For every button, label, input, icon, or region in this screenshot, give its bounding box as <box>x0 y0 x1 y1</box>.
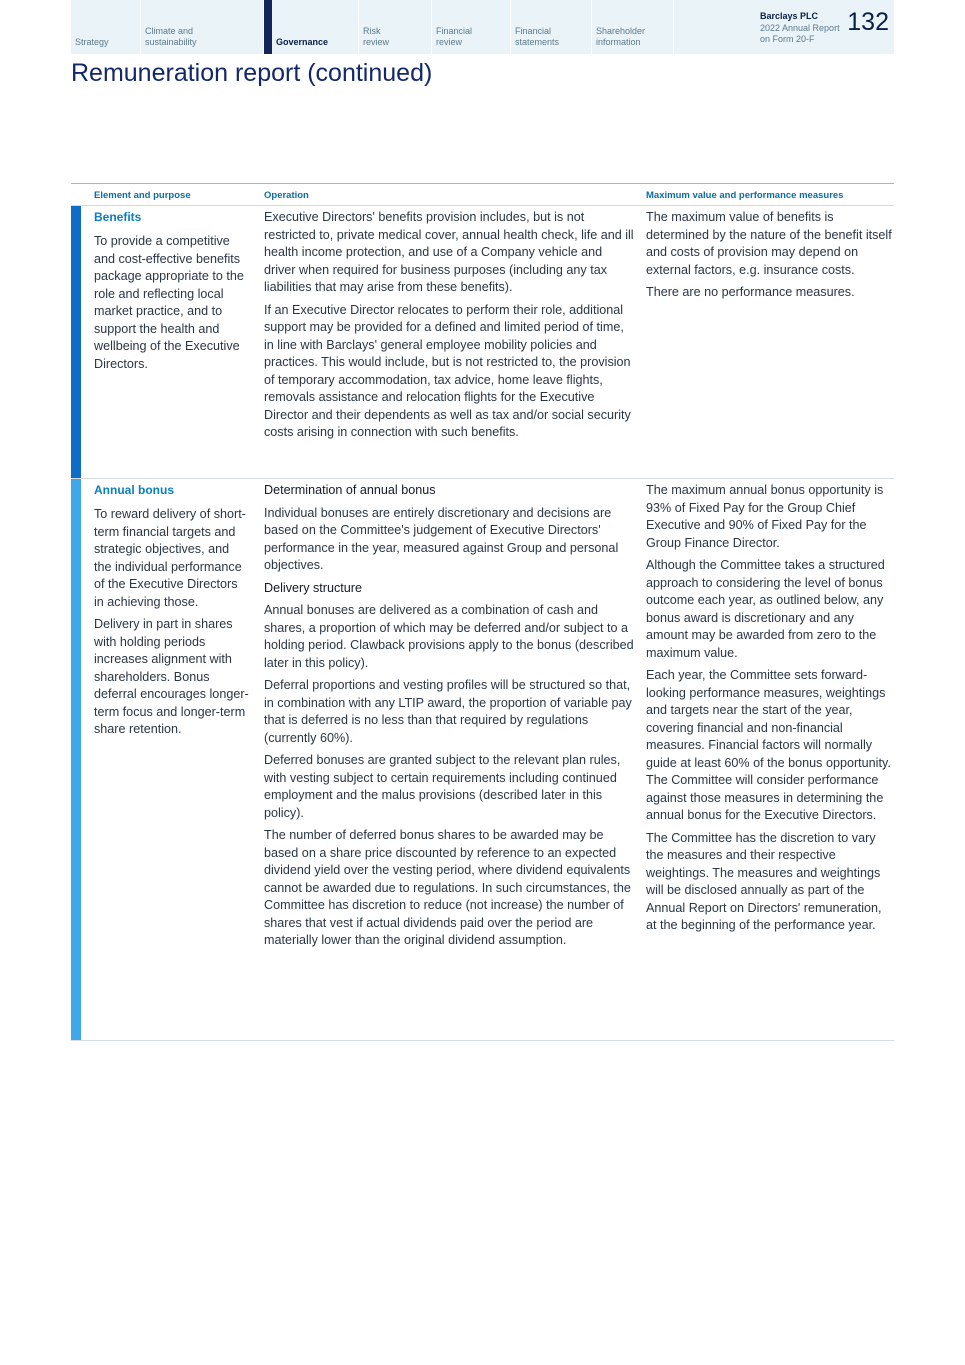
row-accent-bar <box>71 206 81 478</box>
tab-label: Climate and sustainability <box>145 26 197 47</box>
tab-shareholder-information[interactable] <box>592 0 674 54</box>
table-header <box>71 183 894 206</box>
operation-text: The number of deferred bonus shares to be awarded may be based on a share price discounted by reference to an expected dividend yield over the vesting period, where dividend equivalents cannot be awarded due to regulations. In such circumstances, the Committee has discretion to reduce (not increase) the number of shares that vest if actual dividends paid over the period are materially lower than the original dividend assumption. <box>264 828 631 947</box>
tab-governance[interactable] <box>272 0 359 54</box>
remuneration-policy-table <box>71 183 894 1041</box>
element-title: Benefits <box>94 210 142 224</box>
maximum-text: The Committee has the discretion to vary the measures and their respective weightings. The measures and weightings will be disclosed annually as part of the Annual Report on Directors' remuneration, at the beginning of the performance year. <box>646 830 882 932</box>
tab-label: Governance <box>276 37 329 47</box>
page-title: Remuneration report (continued) <box>71 59 433 87</box>
tab-financial-review[interactable] <box>432 0 511 54</box>
company-name: Barclays PLC <box>760 11 819 21</box>
purpose-text: Delivery in part in shares with holding periods increases alignment with shareholders. Bonus deferral encourages longer-term focus and longer-term share retention. <box>94 617 249 736</box>
maximum-text: The maximum annual bonus opportunity is 93% of Fixed Pay for the Group Chief Executive and 90% of Fixed Pay for the Group Finance Director. <box>646 483 884 550</box>
row-accent-bar <box>71 479 81 1040</box>
report-form: on Form 20-F <box>760 34 815 44</box>
header-element-and-purpose: Element and purpose <box>94 190 191 201</box>
tab-risk-review[interactable] <box>359 0 432 54</box>
operation-text: Executive Directors' benefits provision includes, but is not restricted to, private medical cover, annual health check, life and ill health income protection, and use of a Company vehicle and driver when required for business purposes (including any tax liabilities that may arise from these benefits). <box>264 210 634 294</box>
maximum-text: The maximum value of benefits is determined by the nature of the benefit itself and costs of provision may depend on external factors, e.g. insurance costs. <box>646 210 892 277</box>
element-and-purpose-cell <box>94 209 249 378</box>
operation-text: Annual bonuses are delivered as a combination of cash and shares, a proportion of which may be deferred and/or subject to a holding period. Clawback provisions apply to the bonus (described later in this policy). <box>264 603 634 670</box>
tab-label: Risk review <box>363 26 390 47</box>
header-maximum-value: Maximum value and performance measures <box>646 190 844 201</box>
header-operation: Operation <box>264 190 309 201</box>
operation-cell <box>264 209 634 447</box>
operation-text: Individual bonuses are entirely discretionary and decisions are based on the Committee's judgement of Executive Directors' performance in the year, measured against Group and personal objectives. <box>264 505 619 572</box>
table-row <box>71 479 894 1041</box>
operation-text: If an Executive Director relocates to perform their role, additional support may be provided for a defined and limited period of time, in line with Barclays' general employee mobility policies and practices. This would include, but is not restricted to, the provision of temporary accommodation, tax advice, home leave flights, removals assistance and relocation flights for the Executive Director and their dependents as well as tax and/or social security costs arising in connection with such benefits. <box>264 302 631 439</box>
tab-label: Shareholder information <box>596 26 646 47</box>
maximum-text: Each year, the Committee sets forward-looking performance measures, weightings and targets near the start of the year, covering financial and non-financial measures. Financial factors will normally guide at least 60% of the bonus opportunity. The Committee will consider performance against those measures in determining the annual bonus for the Executive Directors. <box>646 668 891 822</box>
table-body <box>71 206 894 1041</box>
purpose-text: To reward delivery of short-term financial targets and strategic objectives, and the individual performance of the Executive Directors in achieving those. <box>94 507 246 609</box>
tab-financial-statements[interactable] <box>511 0 592 54</box>
top-navigation <box>71 0 894 54</box>
maximum-text: Although the Committee takes a structured approach to considering the level of bonus outcome each year, as outlined below, any bonus award is discretionary and any amount may be awarded from zero to the maximum value. <box>646 558 885 660</box>
operation-text: Deferred bonuses are granted subject to the relevant plan rules, with vesting subject to certain requirements including continued employment and the malus provisions (described later in this policy). <box>264 753 621 820</box>
element-and-purpose-cell <box>94 482 249 744</box>
table-row <box>71 206 894 479</box>
tab-label: Strategy <box>75 37 109 47</box>
tab-strategy[interactable] <box>71 0 141 54</box>
operation-subheading: Delivery structure <box>264 580 362 595</box>
tab-label: Financial statements <box>515 26 560 47</box>
report-name: 2022 Annual Report <box>760 22 840 33</box>
purpose-text: To provide a competitive and cost-effective benefits package appropriate to the role and reflecting local market practice, and to support the health and wellbeing of the Executive Directors. <box>94 234 244 371</box>
operation-subheading: Determination of annual bonus <box>264 483 436 497</box>
maximum-value-cell <box>646 482 894 940</box>
maximum-text: There are no performance measures. <box>646 285 855 299</box>
element-title: Annual bonus <box>94 483 174 497</box>
report-info <box>674 0 894 54</box>
operation-text: Deferral proportions and vesting profiles will be structured so that, in combination with any LTIP award, the proportion of variable pay that is deferred is no less than that required by regulations (currently 60%). <box>264 678 632 745</box>
operation-cell <box>264 482 634 955</box>
tab-climate-and-sustainability[interactable] <box>141 0 264 54</box>
maximum-value-cell <box>646 209 894 307</box>
tab-label: Financial review <box>436 26 473 47</box>
page-number: 132 <box>847 8 889 36</box>
